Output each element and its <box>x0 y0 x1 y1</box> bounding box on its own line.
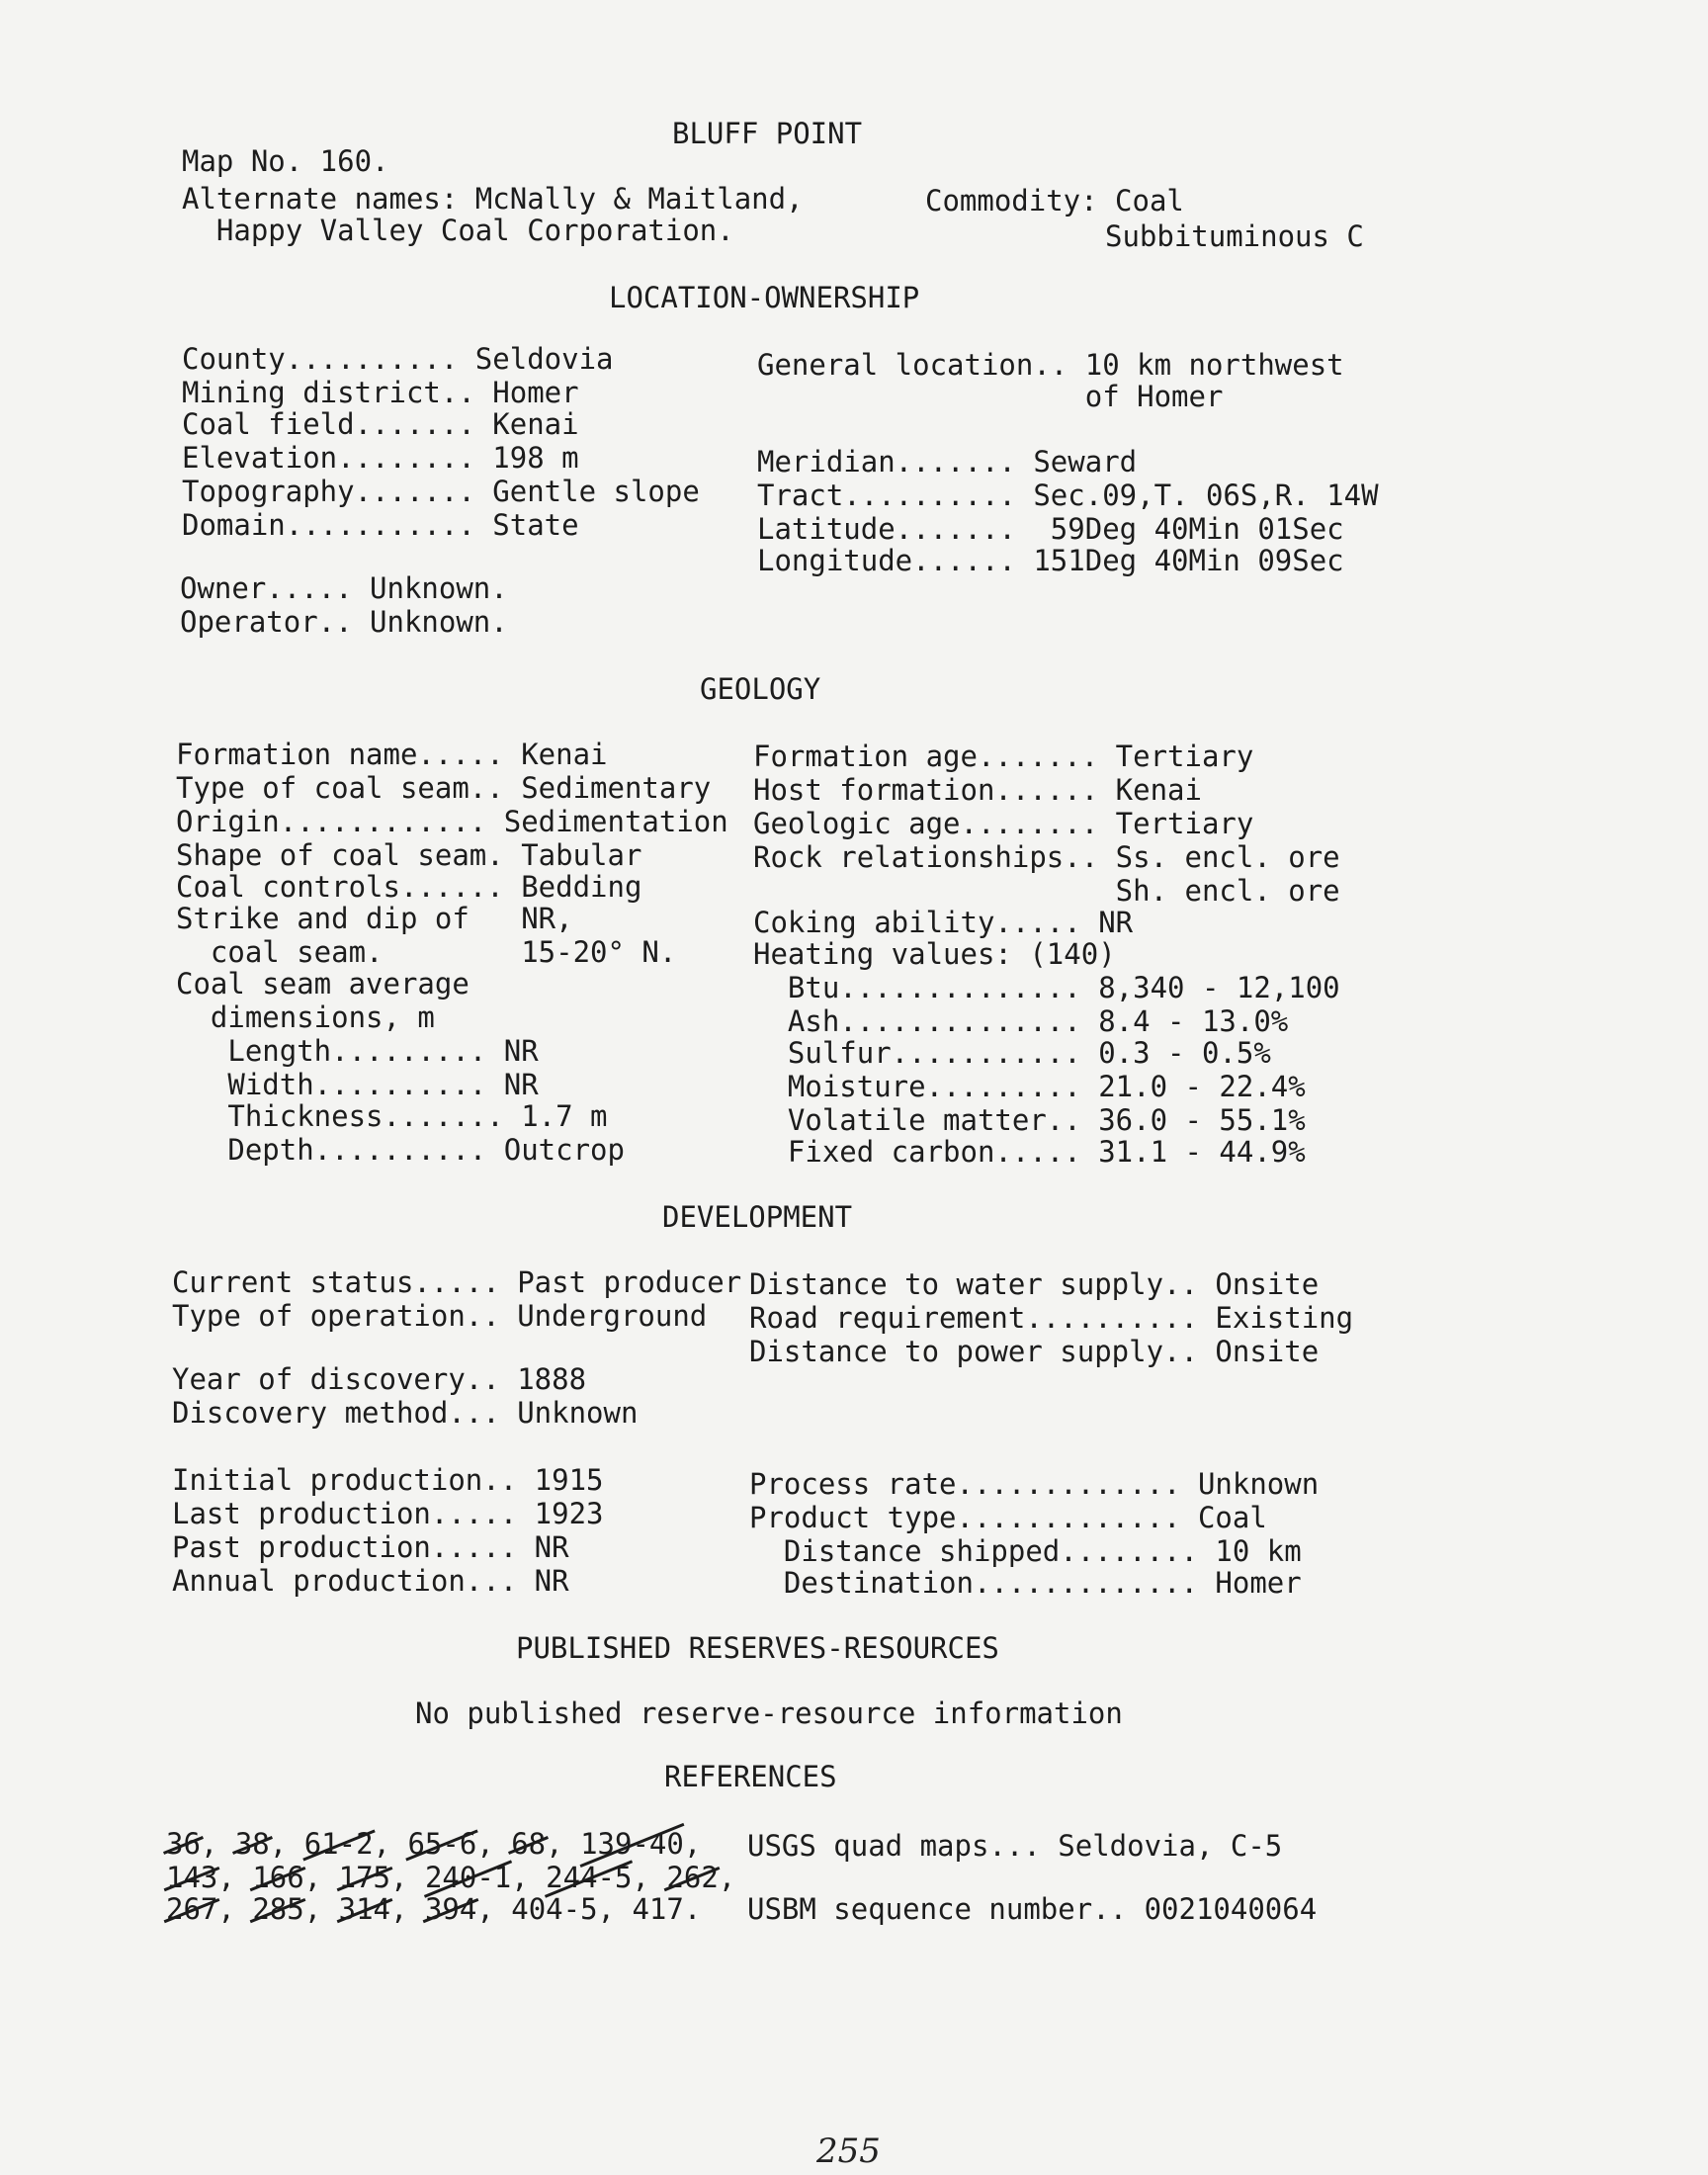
commodity: Commodity: Coal <box>925 184 1184 218</box>
map-number: Map No. 160. <box>182 144 389 178</box>
location-field: Elevation........ 198 m <box>182 441 579 475</box>
location-field: Tract.......... Sec.09,T. 06S,R. 14W <box>757 478 1379 512</box>
development-field: Annual production... NR <box>172 1564 569 1598</box>
development-field: Year of discovery.. 1888 <box>172 1362 587 1396</box>
struck-reference: 139-40 <box>580 1827 684 1861</box>
location-field: Latitude....... 59Deg 40Min 01Sec <box>757 512 1344 546</box>
location-field: Meridian....... Seward <box>757 445 1138 478</box>
struck-reference: 262 <box>666 1861 719 1894</box>
location-field: Topography....... Gentle slope <box>182 475 700 508</box>
geology-field: coal seam. 15-20° N. <box>176 935 677 969</box>
geology-field: Depth.......... Outcrop <box>176 1133 625 1167</box>
geology-field: Sh. encl. ore <box>753 874 1340 908</box>
geology-field: Coking ability..... NR <box>753 906 1134 939</box>
geology-field: Length......... NR <box>176 1034 539 1068</box>
struck-reference: 240-1 <box>424 1861 512 1894</box>
page-title: BLUFF POINT <box>672 117 863 150</box>
references-line-3: 267, 285, 314, 394, 404-5, 417. <box>166 1892 702 1926</box>
geology-field: dimensions, m <box>176 1000 435 1034</box>
usbm-sequence-number: USBM sequence number.. 0021040064 <box>747 1892 1318 1926</box>
development-field: Initial production.. 1915 <box>172 1463 604 1497</box>
alternate-names-line-2: Happy Valley Coal Corporation. <box>182 214 734 247</box>
struck-reference: 285 <box>252 1892 304 1926</box>
development-field: Road requirement.......... Existing <box>749 1301 1354 1335</box>
section-heading-reserves: PUBLISHED RESERVES-RESOURCES <box>516 1631 999 1665</box>
development-field: Discovery method... Unknown <box>172 1396 639 1430</box>
geology-field: Shape of coal seam. Tabular <box>176 838 642 872</box>
geology-field: Moisture......... 21.0 - 22.4% <box>753 1070 1306 1103</box>
reserves-text: No published reserve-resource information <box>415 1696 1123 1730</box>
section-heading-development: DEVELOPMENT <box>662 1200 853 1234</box>
geology-field: Coal controls...... Bedding <box>176 870 642 904</box>
struck-reference: 65-6 <box>407 1827 477 1861</box>
location-field: Coal field....... Kenai <box>182 407 579 441</box>
development-field: Distance to water supply.. Onsite <box>749 1267 1320 1301</box>
geology-field: Thickness....... 1.7 m <box>176 1099 608 1133</box>
development-field: Last production..... 1923 <box>172 1497 604 1530</box>
geology-field: Formation age....... Tertiary <box>753 740 1254 773</box>
struck-reference: 166 <box>252 1861 304 1894</box>
struck-reference: 36 <box>166 1827 201 1861</box>
geology-field: Host formation...... Kenai <box>753 773 1202 807</box>
struck-reference: 68 <box>511 1827 547 1861</box>
development-field: Process rate............. Unknown <box>749 1467 1320 1501</box>
development-field: Distance shipped........ 10 km <box>749 1534 1302 1568</box>
geology-field: Origin............ Sedimentation <box>176 805 728 838</box>
owner: Owner..... Unknown. <box>180 571 508 605</box>
development-field: Current status..... Past producer <box>172 1265 742 1299</box>
references-line-2: 143, 166, 175, 240-1, 244-5, 262, <box>166 1861 736 1894</box>
location-field: of Homer <box>757 380 1224 413</box>
struck-reference: 61-2 <box>303 1827 374 1861</box>
location-field: County.......... Seldovia <box>182 342 614 376</box>
section-heading-location: LOCATION-OWNERSHIP <box>609 281 920 314</box>
location-field: Mining district.. Homer <box>182 376 579 409</box>
location-field: Domain........... State <box>182 508 579 542</box>
alternate-names-line-1: Alternate names: McNally & Maitland, <box>182 182 804 216</box>
geology-field: Fixed carbon..... 31.1 - 44.9% <box>753 1135 1306 1169</box>
geology-field: Formation name..... Kenai <box>176 738 608 771</box>
page-number: 255 <box>816 2132 881 2171</box>
development-field: Type of operation.. Underground <box>172 1299 708 1333</box>
geology-field: Width.......... NR <box>176 1068 539 1101</box>
development-field: Distance to power supply.. Onsite <box>749 1335 1320 1368</box>
struck-reference: 175 <box>338 1861 391 1894</box>
section-heading-geology: GEOLOGY <box>700 672 821 706</box>
struck-reference: 267 <box>166 1892 218 1926</box>
references-line-1: 36, 38, 61-2, 65-6, 68, 139-40, <box>166 1827 702 1861</box>
geology-field: Volatile matter.. 36.0 - 55.1% <box>753 1103 1306 1137</box>
reference-list-tail: 404-5, 417. <box>511 1892 702 1926</box>
geology-field: Geologic age........ Tertiary <box>753 807 1254 840</box>
geology-field: Ash.............. 8.4 - 13.0% <box>753 1004 1289 1038</box>
geology-field: Heating values: (140) <box>753 937 1116 971</box>
struck-reference: 314 <box>338 1892 391 1926</box>
struck-reference: 394 <box>424 1892 477 1926</box>
geology-field: Btu.............. 8,340 - 12,100 <box>753 971 1340 1004</box>
geology-field: Type of coal seam.. Sedimentary <box>176 771 712 805</box>
location-field: Longitude...... 151Deg 40Min 09Sec <box>757 544 1344 577</box>
location-field: General location.. 10 km northwest <box>757 348 1344 382</box>
struck-reference: 143 <box>166 1861 218 1894</box>
commodity-rank: Subbituminous C <box>1105 219 1364 253</box>
development-field: Destination............. Homer <box>749 1566 1302 1600</box>
operator: Operator.. Unknown. <box>180 605 508 639</box>
development-field: Past production..... NR <box>172 1530 569 1564</box>
development-field: Product type............. Coal <box>749 1501 1267 1534</box>
geology-field: Sulfur........... 0.3 - 0.5% <box>753 1036 1271 1070</box>
struck-reference: 38 <box>234 1827 270 1861</box>
struck-reference: 244-5 <box>546 1861 633 1894</box>
geology-field: Coal seam average <box>176 967 470 1000</box>
geology-field: Strike and dip of NR, <box>176 902 573 935</box>
section-heading-references: REFERENCES <box>664 1760 837 1793</box>
usgs-quad-maps: USGS quad maps... Seldovia, C-5 <box>747 1829 1283 1863</box>
geology-field: Rock relationships.. Ss. encl. ore <box>753 840 1340 874</box>
